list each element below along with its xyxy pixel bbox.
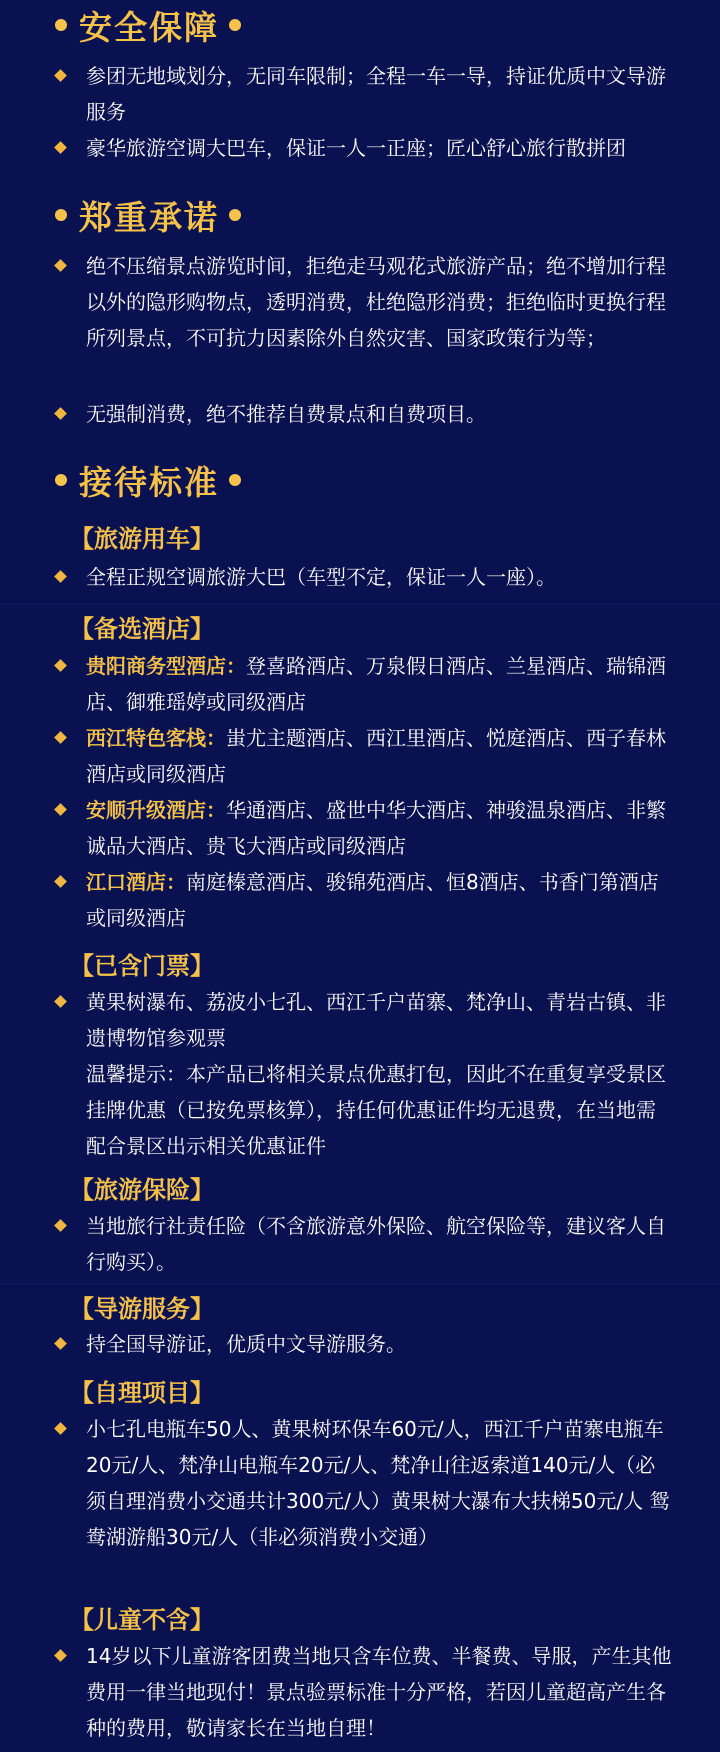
dot-icon — [55, 474, 67, 486]
hotel-region-label: 安顺升级酒店： — [86, 798, 226, 822]
divider — [0, 604, 720, 605]
list-item: 绝不压缩景点游览时间，拒绝走马观花式旅游产品；绝不增加行程以外的隐形购物点，透明消费，杜绝隐形消费；拒绝临时更换行程所列景点，不可抗力因素除外自然灾害、国家政策行为等； — [52, 248, 672, 356]
hotel-region-label: 西江特色客栈： — [86, 726, 226, 750]
section-title-safety: 安全保障 — [55, 0, 241, 50]
diamond-bullet-icon — [54, 995, 67, 1008]
diamond-bullet-icon — [54, 803, 67, 816]
list-item: 黄果树瀑布、荔波小七孔、西江千户苗寨、梵净山、青岩古镇、非遗博物馆参观票 温馨提示：本产品已将相关景点优惠打包，因此不在重复享受景区挂牌优惠（已按免票核算），持任何优惠证件均无退费，在当地需配合景区出示相关优惠证件 — [52, 984, 672, 1164]
category-label-vehicle: 【旅游用车】 — [70, 524, 214, 553]
list-item: 14岁以下儿童游客团费当地只含车位费、半餐费、导服，产生其他费用一律当地现付！景点验票标准十分严格，若因儿童超高产生各种的费用，敬请家长在当地自理！ — [52, 1638, 672, 1746]
dot-icon — [229, 474, 241, 486]
category-label-guide: 【导游服务】 — [70, 1294, 214, 1323]
diamond-bullet-icon — [54, 69, 67, 82]
diamond-bullet-icon — [54, 1649, 67, 1662]
section-title-standards: 接待标准 — [55, 455, 241, 505]
section-title-promise: 郑重承诺 — [55, 190, 241, 240]
diamond-bullet-icon — [54, 407, 67, 420]
dot-icon — [55, 209, 67, 221]
diamond-bullet-icon — [54, 141, 67, 154]
category-label-children: 【儿童不含】 — [70, 1605, 214, 1634]
category-label-tickets: 【已含门票】 — [70, 951, 214, 980]
list-item: 江口酒店：南庭榛意酒店、骏锦苑酒店、恒8酒店、书香门第酒店或同级酒店 — [52, 864, 672, 936]
list-item: 全程正规空调旅游大巴（车型不定，保证一人一座）。 — [52, 559, 672, 595]
list-item: 小七孔电瓶车50人、黄果树环保车60元/人，西江千户苗寨电瓶车20元/人、梵净山电瓶车20元/人、梵净山往返索道140元/人（必须自理消费小交通共计300元/人）黄果树大瀑布大扶梯50元/人 鸳鸯湖游船30元/人（非必须消费小交通） — [52, 1411, 672, 1555]
diamond-bullet-icon — [54, 1422, 67, 1435]
diamond-bullet-icon — [54, 570, 67, 583]
dot-icon — [229, 209, 241, 221]
list-item: 持全国导游证，优质中文导游服务。 — [52, 1326, 672, 1362]
list-item: 豪华旅游空调大巴车，保证一人一正座；匠心舒心旅行散拼团 — [52, 130, 672, 166]
list-item: 安顺升级酒店：华通酒店、盛世中华大酒店、神骏温泉酒店、非繁诚品大酒店、贵飞大酒店或同级酒店 — [52, 792, 672, 864]
diamond-bullet-icon — [54, 1219, 67, 1232]
dot-icon — [229, 19, 241, 31]
category-label-hotel: 【备选酒店】 — [70, 614, 214, 643]
divider — [0, 1283, 720, 1284]
category-label-insurance: 【旅游保险】 — [70, 1175, 214, 1204]
hotel-region-label: 江口酒店： — [86, 870, 186, 894]
tickets-note: 温馨提示：本产品已将相关景点优惠打包，因此不在重复享受景区挂牌优惠（已按免票核算），持任何优惠证件均无退费，在当地需配合景区出示相关优惠证件 — [86, 1062, 666, 1158]
list-item: 西江特色客栈：蚩尤主题酒店、西江里酒店、悦庭酒店、西子春林酒店或同级酒店 — [52, 720, 672, 792]
diamond-bullet-icon — [54, 731, 67, 744]
diamond-bullet-icon — [54, 875, 67, 888]
list-item: 参团无地域划分，无同车限制；全程一车一导，持证优质中文导游服务 — [52, 58, 672, 130]
category-label-selfpay: 【自理项目】 — [70, 1378, 214, 1407]
diamond-bullet-icon — [54, 1337, 67, 1350]
list-item: 当地旅行社责任险（不含旅游意外保险、航空保险等，建议客人自行购买）。 — [52, 1208, 672, 1280]
list-item: 无强制消费，绝不推荐自费景点和自费项目。 — [52, 396, 672, 432]
hotel-region-label: 贵阳商务型酒店： — [86, 654, 246, 678]
diamond-bullet-icon — [54, 259, 67, 272]
dot-icon — [55, 19, 67, 31]
diamond-bullet-icon — [54, 659, 67, 672]
list-item: 贵阳商务型酒店：登喜路酒店、万泉假日酒店、兰星酒店、瑞锦酒店、御雅瑶婷或同级酒店 — [52, 648, 672, 720]
